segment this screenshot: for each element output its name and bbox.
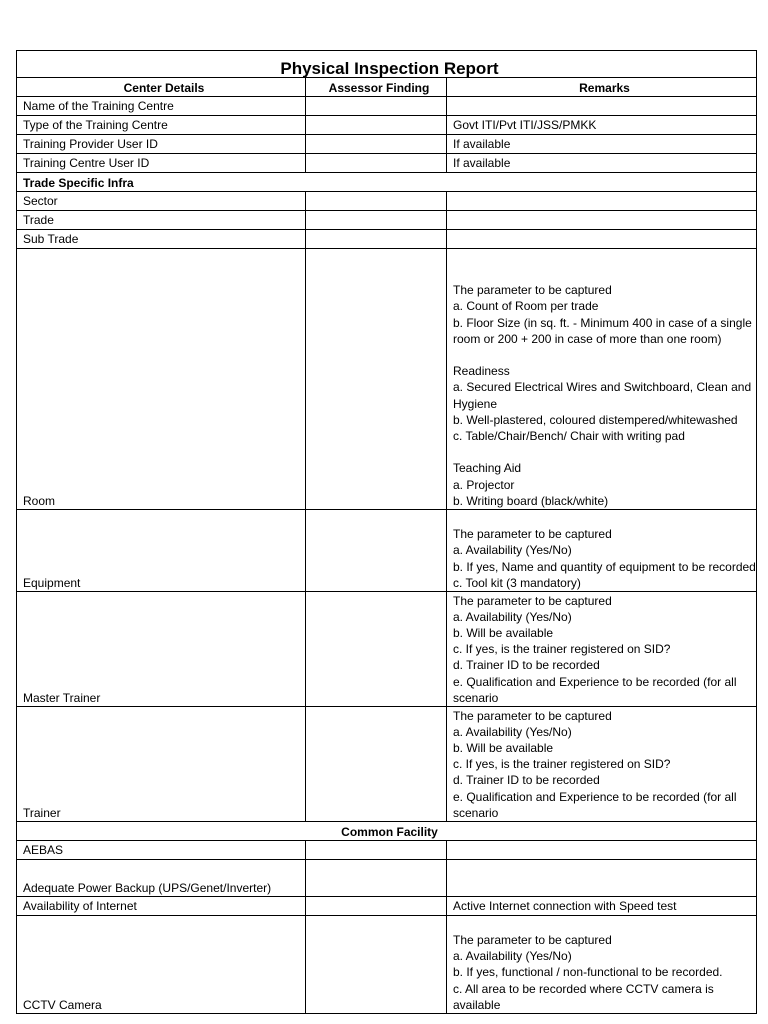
table-row	[17, 192, 757, 211]
row-label: Type of the Training Centre	[17, 116, 306, 135]
table-row	[17, 249, 757, 510]
remarks-cell: The parameter to be captured a. Availability (Yes/No) b. Will be available c. If yes, is the trainer registered on SID? d. Trainer ID to be recorded e. Qualification and Experience to be recorded (for all scenario	[447, 592, 757, 707]
column-header-remarks: Remarks	[447, 78, 757, 97]
assessor-finding-cell[interactable]	[306, 230, 447, 249]
assessor-finding-cell[interactable]	[306, 510, 447, 592]
row-label: Room	[17, 249, 306, 510]
assessor-finding-cell[interactable]	[306, 192, 447, 211]
remarks-cell	[447, 97, 757, 116]
section-row	[17, 822, 757, 841]
remarks-cell: Govt ITI/Pvt ITI/JSS/PMKK	[447, 116, 757, 135]
remarks-cell	[447, 230, 757, 249]
remarks-cell: The parameter to be captured a. Count of Room per trade b. Floor Size (in sq. ft. - Minimum 400 in case of a single room or 200 + 200 in case of more than one room) Readiness a. Secured Electrical Wires and Switchboard, Clean and Hygiene b. Well-plastered, coloured distempered/whitewashed c. Table/Chair/Bench/ Chair with writing pad Teaching Aid a. Projector b. Writing board (black/white)	[447, 249, 757, 510]
assessor-finding-cell[interactable]	[306, 860, 447, 897]
row-label: Name of the Training Centre	[17, 97, 306, 116]
row-label: AEBAS	[17, 841, 306, 860]
table-row	[17, 510, 757, 592]
table-row	[17, 592, 757, 707]
remarks-cell: The parameter to be captured a. Availability (Yes/No) b. Will be available c. If yes, is the trainer registered on SID? d. Trainer ID to be recorded e. Qualification and Experience to be recorded (for all scenario	[447, 707, 757, 822]
section-heading-common-facility: Common Facility	[17, 822, 757, 841]
header-row	[17, 78, 757, 97]
assessor-finding-cell[interactable]	[306, 97, 447, 116]
row-label: Sub Trade	[17, 230, 306, 249]
table-row	[17, 230, 757, 249]
table-row	[17, 211, 757, 230]
remarks-cell: If available	[447, 154, 757, 173]
row-label: Training Centre User ID	[17, 154, 306, 173]
row-label: Master Trainer	[17, 592, 306, 707]
title-row	[17, 51, 757, 78]
row-label: Sector	[17, 192, 306, 211]
table-row	[17, 707, 757, 822]
assessor-finding-cell[interactable]	[306, 154, 447, 173]
remarks-cell: The parameter to be captured a. Availability (Yes/No) b. If yes, functional / non-functional to be recorded. c. All area to be recorded where CCTV camera is available	[447, 916, 757, 1014]
remarks-cell: The parameter to be captured a. Availability (Yes/No) b. If yes, Name and quantity of equipment to be recorded c. Tool kit (3 mandatory)	[447, 510, 757, 592]
assessor-finding-cell[interactable]	[306, 135, 447, 154]
inspection-report-table	[16, 50, 757, 1014]
column-header-center-details: Center Details	[17, 78, 306, 97]
table-row	[17, 116, 757, 135]
row-label: Training Provider User ID	[17, 135, 306, 154]
table-row	[17, 97, 757, 116]
remarks-cell	[447, 192, 757, 211]
table-row	[17, 897, 757, 916]
assessor-finding-cell[interactable]	[306, 707, 447, 822]
remarks-cell: If available	[447, 135, 757, 154]
row-label: Equipment	[17, 510, 306, 592]
assessor-finding-cell[interactable]	[306, 211, 447, 230]
table-row	[17, 860, 757, 897]
remarks-cell	[447, 211, 757, 230]
assessor-finding-cell[interactable]	[306, 841, 447, 860]
row-label: Trade	[17, 211, 306, 230]
row-label: Availability of Internet	[17, 897, 306, 916]
table-row	[17, 154, 757, 173]
section-row	[17, 173, 757, 192]
section-heading-trade-specific-infra: Trade Specific Infra	[17, 173, 757, 192]
assessor-finding-cell[interactable]	[306, 116, 447, 135]
remarks-cell	[447, 841, 757, 860]
assessor-finding-cell[interactable]	[306, 249, 447, 510]
table-row	[17, 841, 757, 860]
table-row	[17, 135, 757, 154]
report-title: Physical Inspection Report	[17, 51, 757, 78]
column-header-assessor-finding: Assessor Finding	[306, 78, 447, 97]
assessor-finding-cell[interactable]	[306, 592, 447, 707]
remarks-cell	[447, 860, 757, 897]
row-label: CCTV Camera	[17, 916, 306, 1014]
table-row	[17, 916, 757, 1014]
row-label: Trainer	[17, 707, 306, 822]
row-label: Adequate Power Backup (UPS/Genet/Inverter)	[17, 860, 306, 897]
assessor-finding-cell[interactable]	[306, 897, 447, 916]
assessor-finding-cell[interactable]	[306, 916, 447, 1014]
remarks-cell: Active Internet connection with Speed test	[447, 897, 757, 916]
